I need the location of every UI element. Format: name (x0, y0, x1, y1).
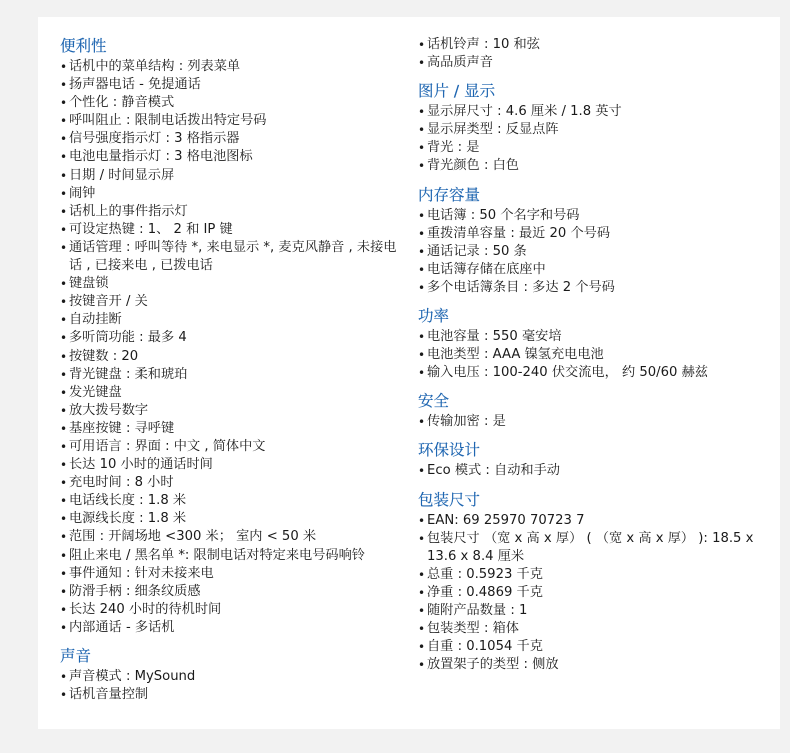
spec-item: • Eco 模式 : 自动和手动 (418, 462, 768, 480)
section-memory-capacity (418, 185, 768, 297)
spec-item: • 背光 : 是 (418, 139, 768, 157)
section-security (418, 391, 768, 431)
spec-list (60, 668, 405, 704)
section-sound (60, 646, 405, 704)
spec-list (60, 58, 405, 637)
spec-item: • 按键音开 / 关 (60, 293, 405, 311)
section-title: 便利性 (60, 37, 107, 55)
spec-item: • 高品质声音 (418, 54, 768, 72)
spec-list (418, 462, 768, 480)
spec-item: • 防滑手柄 : 细条纹质感 (60, 583, 405, 601)
spec-item: • 长达 10 小时的通话时间 (60, 456, 405, 474)
spec-item: • 话机上的事件指示灯 (60, 203, 405, 221)
section-power (418, 306, 768, 382)
spec-item: • 信号强度指示灯 : 3 格指示器 (60, 130, 405, 148)
spec-item: • 日期 / 时间显示屏 (60, 167, 405, 185)
spec-list (418, 328, 768, 382)
spec-item: • 电话簿存储在底座中 (418, 261, 768, 279)
spec-list (418, 103, 768, 175)
spec-item: • 充电时间 : 8 小时 (60, 474, 405, 492)
spec-item: • 总重 : 0.5923 千克 (418, 566, 768, 584)
spec-item: • 电池类型 : AAA 镍氢充电电池 (418, 346, 768, 364)
section-title: 功率 (418, 307, 450, 326)
section-green-design (418, 440, 768, 480)
section-picture-display (418, 81, 768, 175)
spec-item: • 话机音量控制 (60, 686, 405, 704)
spec-list (418, 36, 768, 72)
spec-item: • 显示屏尺寸 : 4.6 厘米 / 1.8 英寸 (418, 103, 768, 121)
spec-item: • 发光键盘 (60, 384, 405, 402)
spec-item: • 可用语言 : 界面 : 中文 , 简体中文 (60, 438, 405, 456)
spec-item: • 可设定热键 : 1、 2 和 IP 键 (60, 221, 405, 239)
section-title: 包装尺寸 (418, 490, 481, 509)
spec-item: • 背光颜色 : 白色 (418, 157, 768, 175)
spec-item: • 自重 : 0.1054 千克 (418, 638, 768, 656)
spec-item: • 键盘锁 (60, 275, 405, 293)
spec-item: • 放大拨号数字 (60, 402, 405, 420)
spec-item: • 包装类型 : 箱体 (418, 620, 768, 638)
spec-item: • 自动挂断 (60, 311, 405, 329)
spec-item: • 闹钟 (60, 185, 405, 203)
spec-item: • 多听筒功能 : 最多 4 (60, 329, 405, 347)
spec-item: • 电话簿 : 50 个名字和号码 (418, 207, 768, 225)
section-title: 声音 (60, 647, 92, 665)
spec-item: • 通话记录 : 50 条 (418, 243, 768, 261)
section-packaging-dimensions (418, 490, 768, 675)
spec-item: • 范围 : 开阔场地 <300 米； 室内 < 50 米 (60, 528, 405, 546)
spec-item: • 呼叫阻止 : 限制电话拨出特定号码 (60, 112, 405, 130)
spec-list (418, 512, 768, 675)
spec-item: • 话机铃声 : 10 和弦 (418, 36, 768, 54)
spec-item: • 放置架子的类型 : 侧放 (418, 656, 768, 674)
spec-item: • 电池容量 : 550 毫安培 (418, 328, 768, 346)
spec-item: • 重拨清单容量 : 最近 20 个号码 (418, 225, 768, 243)
spec-sheet-page (38, 17, 780, 729)
section-title: 图片 / 显示 (418, 82, 496, 101)
spec-item: • 背光键盘 : 柔和琥珀 (60, 366, 405, 384)
spec-item: • 多个电话簿条目 : 多达 2 个号码 (418, 279, 768, 297)
right-column (418, 36, 768, 683)
section-convenience (60, 36, 405, 637)
spec-item: • 传输加密 : 是 (418, 413, 768, 431)
spec-item: • 净重 : 0.4869 千克 (418, 584, 768, 602)
spec-item: • 包装尺寸 （宽 x 高 x 厚） ( （宽 x 高 x 厚） ): 18.5 x 13.6 x 8.4 厘米 (418, 530, 768, 566)
spec-list (418, 207, 768, 297)
spec-item: • 个性化 : 静音模式 (60, 94, 405, 112)
spec-item: • 输入电压 : 100-240 伏交流电， 约 50/60 赫兹 (418, 364, 768, 382)
spec-item: • 长达 240 小时的待机时间 (60, 601, 405, 619)
section-title: 环保设计 (418, 441, 481, 460)
spec-item: • 通话管理 : 呼叫等待 *, 来电显示 *, 麦克风静音 , 未接电话 , 已接来电 , 已拨电话 (60, 239, 405, 275)
spec-item: • 电源线长度 : 1.8 米 (60, 510, 405, 528)
spec-item: • 话机中的菜单结构 : 列表菜单 (60, 58, 405, 76)
section-title: 安全 (418, 392, 450, 411)
spec-item: • 事件通知 : 针对未接来电 (60, 565, 405, 583)
spec-item: • 随附产品数量 : 1 (418, 602, 768, 620)
spec-item: • 扬声器电话 - 免提通话 (60, 76, 405, 94)
spec-item: • 基座按键 : 寻呼键 (60, 420, 405, 438)
section-continued-sound (418, 36, 768, 72)
spec-item: • 电话线长度 : 1.8 米 (60, 492, 405, 510)
spec-item: • EAN: 69 25970 70723 7 (418, 512, 768, 530)
spec-item: • 内部通话 - 多话机 (60, 619, 405, 637)
spec-item: • 按键数 : 20 (60, 348, 405, 366)
spec-item: • 显示屏类型 : 反显点阵 (418, 121, 768, 139)
section-title: 内存容量 (418, 185, 481, 204)
spec-item: • 电池电量指示灯 : 3 格电池图标 (60, 148, 405, 166)
spec-item: • 阻止来电 / 黑名单 *: 限制电话对特定来电号码响铃 (60, 547, 405, 565)
spec-list (418, 413, 768, 431)
left-column (60, 36, 405, 713)
spec-item: • 声音模式 : MySound (60, 668, 405, 686)
